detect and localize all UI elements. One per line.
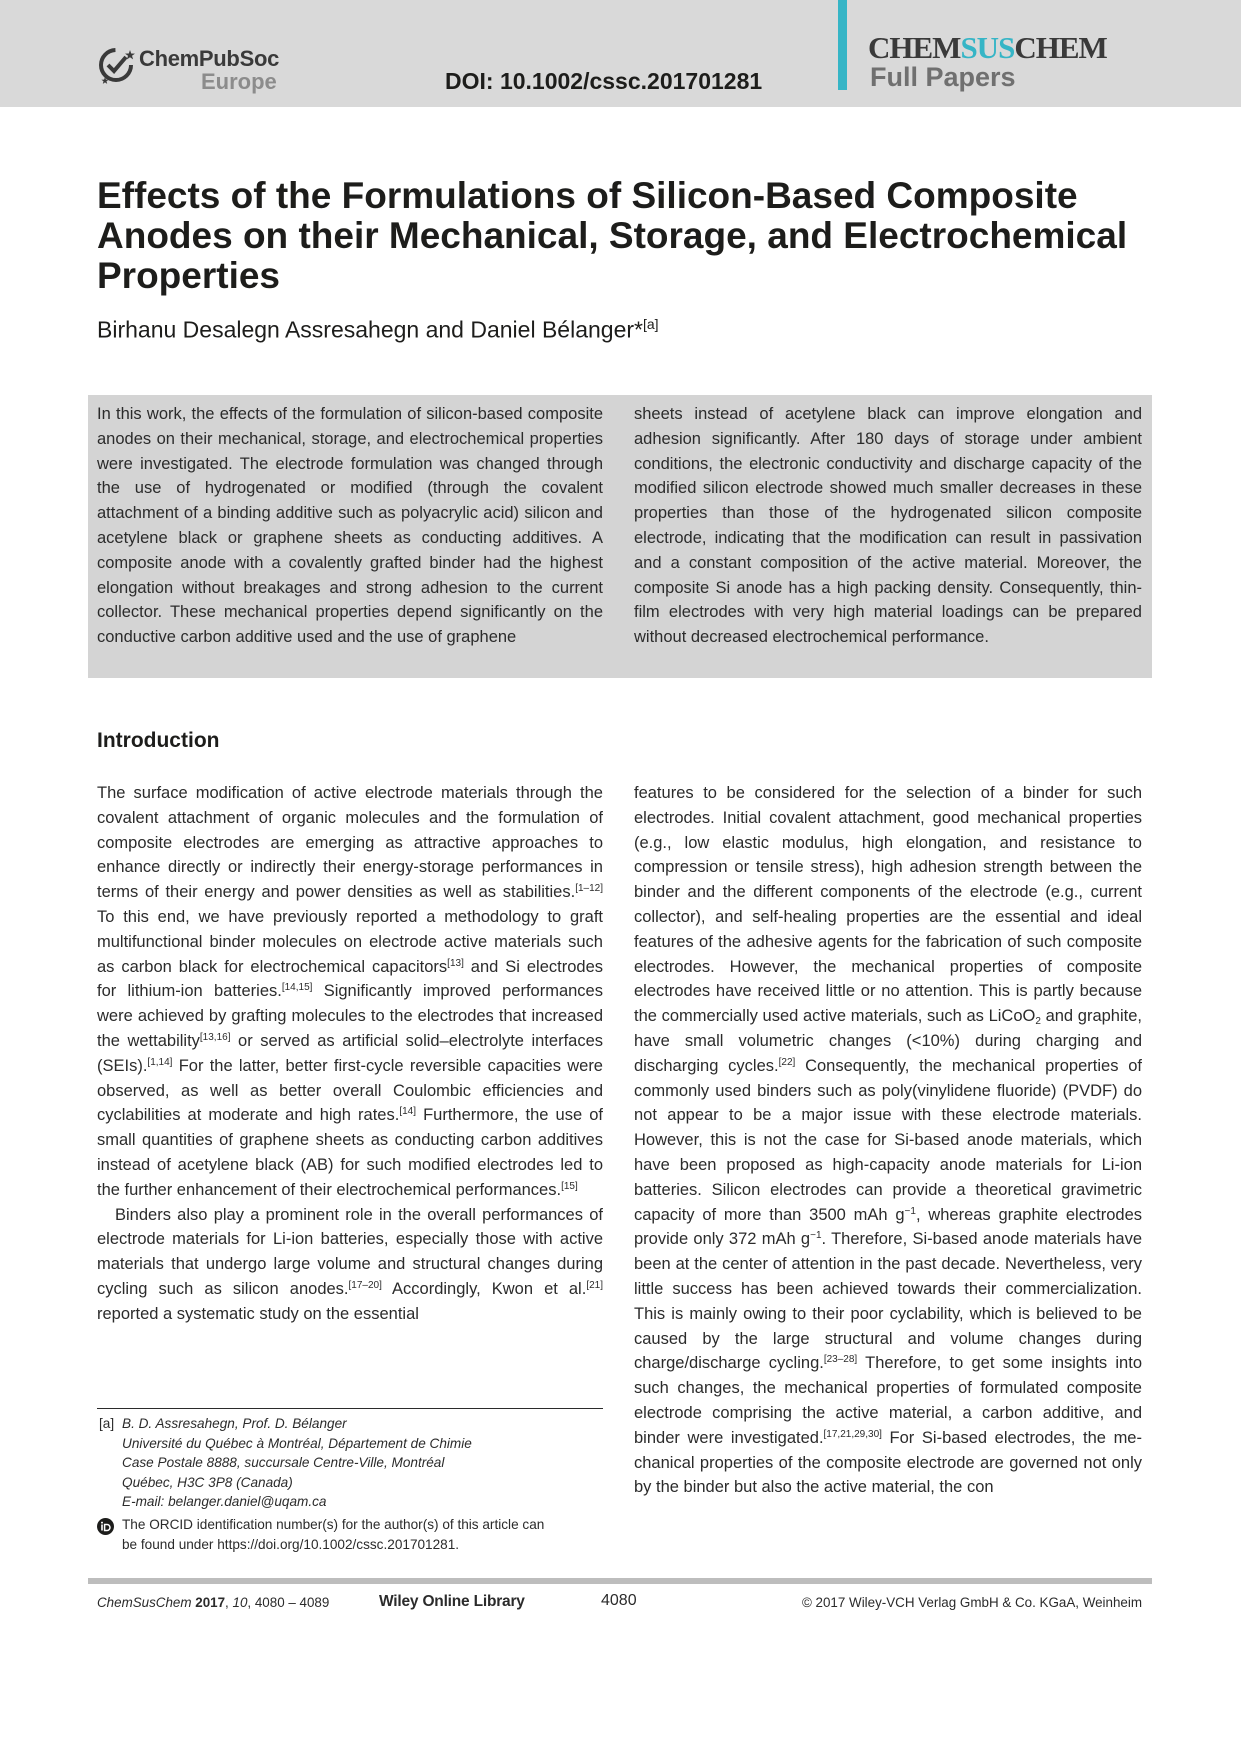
footer-divider [88, 1578, 1152, 1584]
body-column-right [634, 781, 1142, 1500]
publisher-name: ChemPubSoc [139, 46, 280, 71]
publisher-region: Europe [201, 69, 277, 94]
body-text: For Si-based electrodes, the mechanical properties of the composite electrode are governed not only by the binder but also the active material, the con [634, 1428, 1142, 1497]
body-text: or served as artificial solid–electrolyte interfaces (SEIs). [97, 1031, 604, 1075]
footer-pages: , 4080 – 4089 [247, 1595, 330, 1610]
body-text: Consequently, the mechanical properties of commonly used binders such as poly(vinylidene fluoride) (PVDF) do not appear to be a major issue with these electrode materials. However, this is not the case for Si-based anode materials, which have been proposed as high-capacity anode materials for Li-ion batteries. Silicon electrodes can provide a theoretical gravimetric capacity of more than 3500 mAh g [634, 1056, 1142, 1224]
footer-journal: ChemSusChem [97, 1595, 192, 1610]
publisher-logo [97, 44, 287, 96]
body-column-left [97, 781, 603, 1327]
journal-name [868, 30, 1107, 66]
abstract-column-left [97, 402, 603, 650]
journal-name-part: CHEM [868, 30, 961, 65]
body-text: To this end, we have previously reported a methodology to graft multifunctional binder molecules on electrode active materials such as carbon black for electrochemical capacitors [97, 907, 603, 976]
article-doi[interactable]: DOI: 10.1002/cssc.201701281 [445, 68, 763, 94]
author-names: Birhanu Desalegn Assresahegn and Daniel Bélanger* [97, 316, 643, 343]
body-text: Binders also play a prominent role in the overall performances of electrode materials for Li-ion batteries, especially those with active materials that undergo large volume and structural changes during cycling such as silicon anodes. [97, 1205, 603, 1298]
abstract-text: In this work, the effects of the formulation of silicon-based composite anodes on their mechanical, storage, and electrochemical properties were investigated. The electrode formulation was changed through the use of hydrogenated or modified (through the covalent attachment of a binding additive such as polyacrylic acid) silicon and acetylene black or graphene sheets as conducting additives. A composite anode with a covalently grafted binder had the highest elongation without breakages and strong adhesion to the current collector. These mechanical properties depend significantly on the conductive carbon additive used and the use of graphene [97, 405, 603, 647]
citation-ref[interactable]: [13,16] [199, 1031, 231, 1043]
citation-ref[interactable]: [17,21,29,30] [823, 1428, 882, 1440]
journal-header-band [0, 0, 1241, 107]
citation-ref[interactable]: [21] [586, 1279, 603, 1291]
citation-ref[interactable]: [14,15] [281, 982, 313, 994]
unit-exponent: −1 [904, 1205, 916, 1217]
citation-ref[interactable]: [23–28] [823, 1354, 858, 1366]
chemical-subscript: 2 [1035, 1016, 1041, 1028]
section-heading-introduction: Introduction [97, 729, 220, 752]
body-text: Significantly improved performances were achieved by grafting molecules to the electrodes that increased the wettability [97, 982, 603, 1050]
footnote-line: Québec, H3C 3P8 (Canada) [122, 1474, 293, 1490]
journal-name-highlight: SUS [960, 30, 1015, 65]
body-text: and Si electrodes for lithium-ion batteries. [97, 957, 603, 1001]
body-text: . Therefore, Si-based anode materials have been at the center of attention in the past decade. Nevertheless, very little success has been achieved towards their commercialization. This is mainly owing to their poor cyclability, which is believed to be caused by the large structural and volume changes during charge/discharge cycling. [634, 1230, 1142, 1373]
citation-ref[interactable]: [15] [561, 1180, 578, 1192]
citation-ref[interactable]: [13] [447, 957, 464, 969]
journal-name-part: CHEM [1014, 30, 1107, 65]
body-text: For the latter, better first-cycle reversible capacities were observed, as well as better overall Coulombic efficiencies and cyclabilities at moderate and high rates. [97, 1056, 603, 1125]
footnote-mark: [a] [99, 1416, 115, 1431]
citation-ref[interactable]: [1–12] [575, 883, 603, 895]
page-number: 4080 [601, 1592, 637, 1609]
article-authors [97, 316, 659, 344]
unit-exponent: −1 [810, 1230, 822, 1242]
orcid-note-link[interactable]: be found under https://doi.org/10.1002/cssc.201701281. [122, 1536, 460, 1552]
abstract-text: sheets instead of acetylene black can improve elongation and adhesion significantly. After 180 days of storage under ambient conditions, the electronic conductivity and discharge capacity of the modified silicon electrode showed much smaller decreases in these properties than those of the hydrogenated silicon composite electrode, indicating that the modification can result in passivation and a constant composition of the active material. Moreover, the composite Si anode has a high packing density. Consequently, thin-film electrodes with very high material loadings can be prepared without decreased electrochemical performance. [634, 405, 1142, 647]
body-text: Furthermore, the use of small quantities of graphene sheets as conducting carbon additives instead of acetylene black (AB) for such modified electrodes led to the further enhancement of their electrochemical performances. [97, 1106, 604, 1199]
orcid-note: The ORCID identification number(s) for the author(s) of this article can [122, 1517, 545, 1532]
copyright-notice: © 2017 Wiley-VCH Verlag GmbH & Co. KGaA, Weinheim [801, 1595, 1142, 1610]
footer-volume: 10 [232, 1595, 248, 1610]
chempubsoc-emblem-icon [97, 46, 137, 86]
body-text: Therefore, to get some insights into such changes, the mechanical properties of formulated composite electrode comprising the active material, a carbon additive, and binder were investigated. [634, 1354, 1142, 1447]
orcid-icon[interactable] [97, 1518, 114, 1535]
citation-ref[interactable]: [22] [778, 1056, 796, 1068]
abstract-column-right [634, 402, 1142, 650]
body-paragraph [97, 781, 603, 1203]
article-title: Effects of the Formulations of Silicon-Based Composite Anodes on their Mechanical, Storage, and Electrochemical Properties [97, 175, 1128, 296]
footer-year: 2017 [195, 1595, 226, 1610]
footnote-line: Université du Québec à Montréal, Département de Chimie [122, 1435, 472, 1451]
body-text: and graphite, have small volumetric changes (<10%) during charging and discharging cycles. [634, 1007, 1142, 1075]
wiley-online-library-link[interactable]: Wiley Online Library [379, 1593, 525, 1610]
body-text: The surface modification of active electrode materials through the covalent attachment of organic molecules and the formulation of composite electrodes are emerging as attractive approaches to enhance directly or indirectly their energy-storage performances in terms of their energy and power densities as well as stabilities. [97, 784, 603, 902]
citation-ref[interactable]: [14] [399, 1106, 417, 1118]
citation-ref[interactable]: [17–20] [348, 1279, 382, 1291]
footnote-email[interactable]: E-mail: belanger.daniel@uqam.ca [122, 1494, 327, 1509]
footnote-line: Case Postale 8888, succursale Centre-Ville, Montréal [122, 1455, 445, 1470]
body-paragraph [634, 781, 1142, 1500]
journal-accent-bar [838, 0, 847, 90]
body-text: Accordingly, Kwon et al. [381, 1279, 587, 1298]
body-text: , whereas graphite electrodes provide only 372 mAh g [634, 1205, 1142, 1249]
journal-citation: ChemSusChem 2017, 10, 4080 – 4089 [97, 1595, 330, 1610]
footnote-divider [97, 1408, 603, 1409]
page-footer [97, 1592, 1142, 1616]
body-text: features to be considered for the selection of a binder for such electrodes. Initial covalent attachment, good mechanical properties (e.g., low elastic modulus, high elongation, and resistance to compression or tensile stress), high adhesion strength between the binder and the different components of the electrode (e.g., current collector), and self-healing properties are the essential and ideal features of the adhesive agents for the fabrication of such composite electrodes. However, the mechanical properties of composite electrodes have received little or no attention. This is partly because the commercially used active materials, such as LiCoO [634, 784, 1142, 1026]
author-affiliation-mark: [a] [642, 316, 659, 332]
footnote-line: B. D. Assresahegn, Prof. D. Bélanger [122, 1416, 347, 1431]
article-section-label: Full Papers [870, 62, 1016, 92]
body-paragraph [97, 1203, 603, 1327]
citation-ref[interactable]: [1,14] [147, 1056, 173, 1068]
body-text: reported a systematic study on the essential [97, 1304, 419, 1323]
